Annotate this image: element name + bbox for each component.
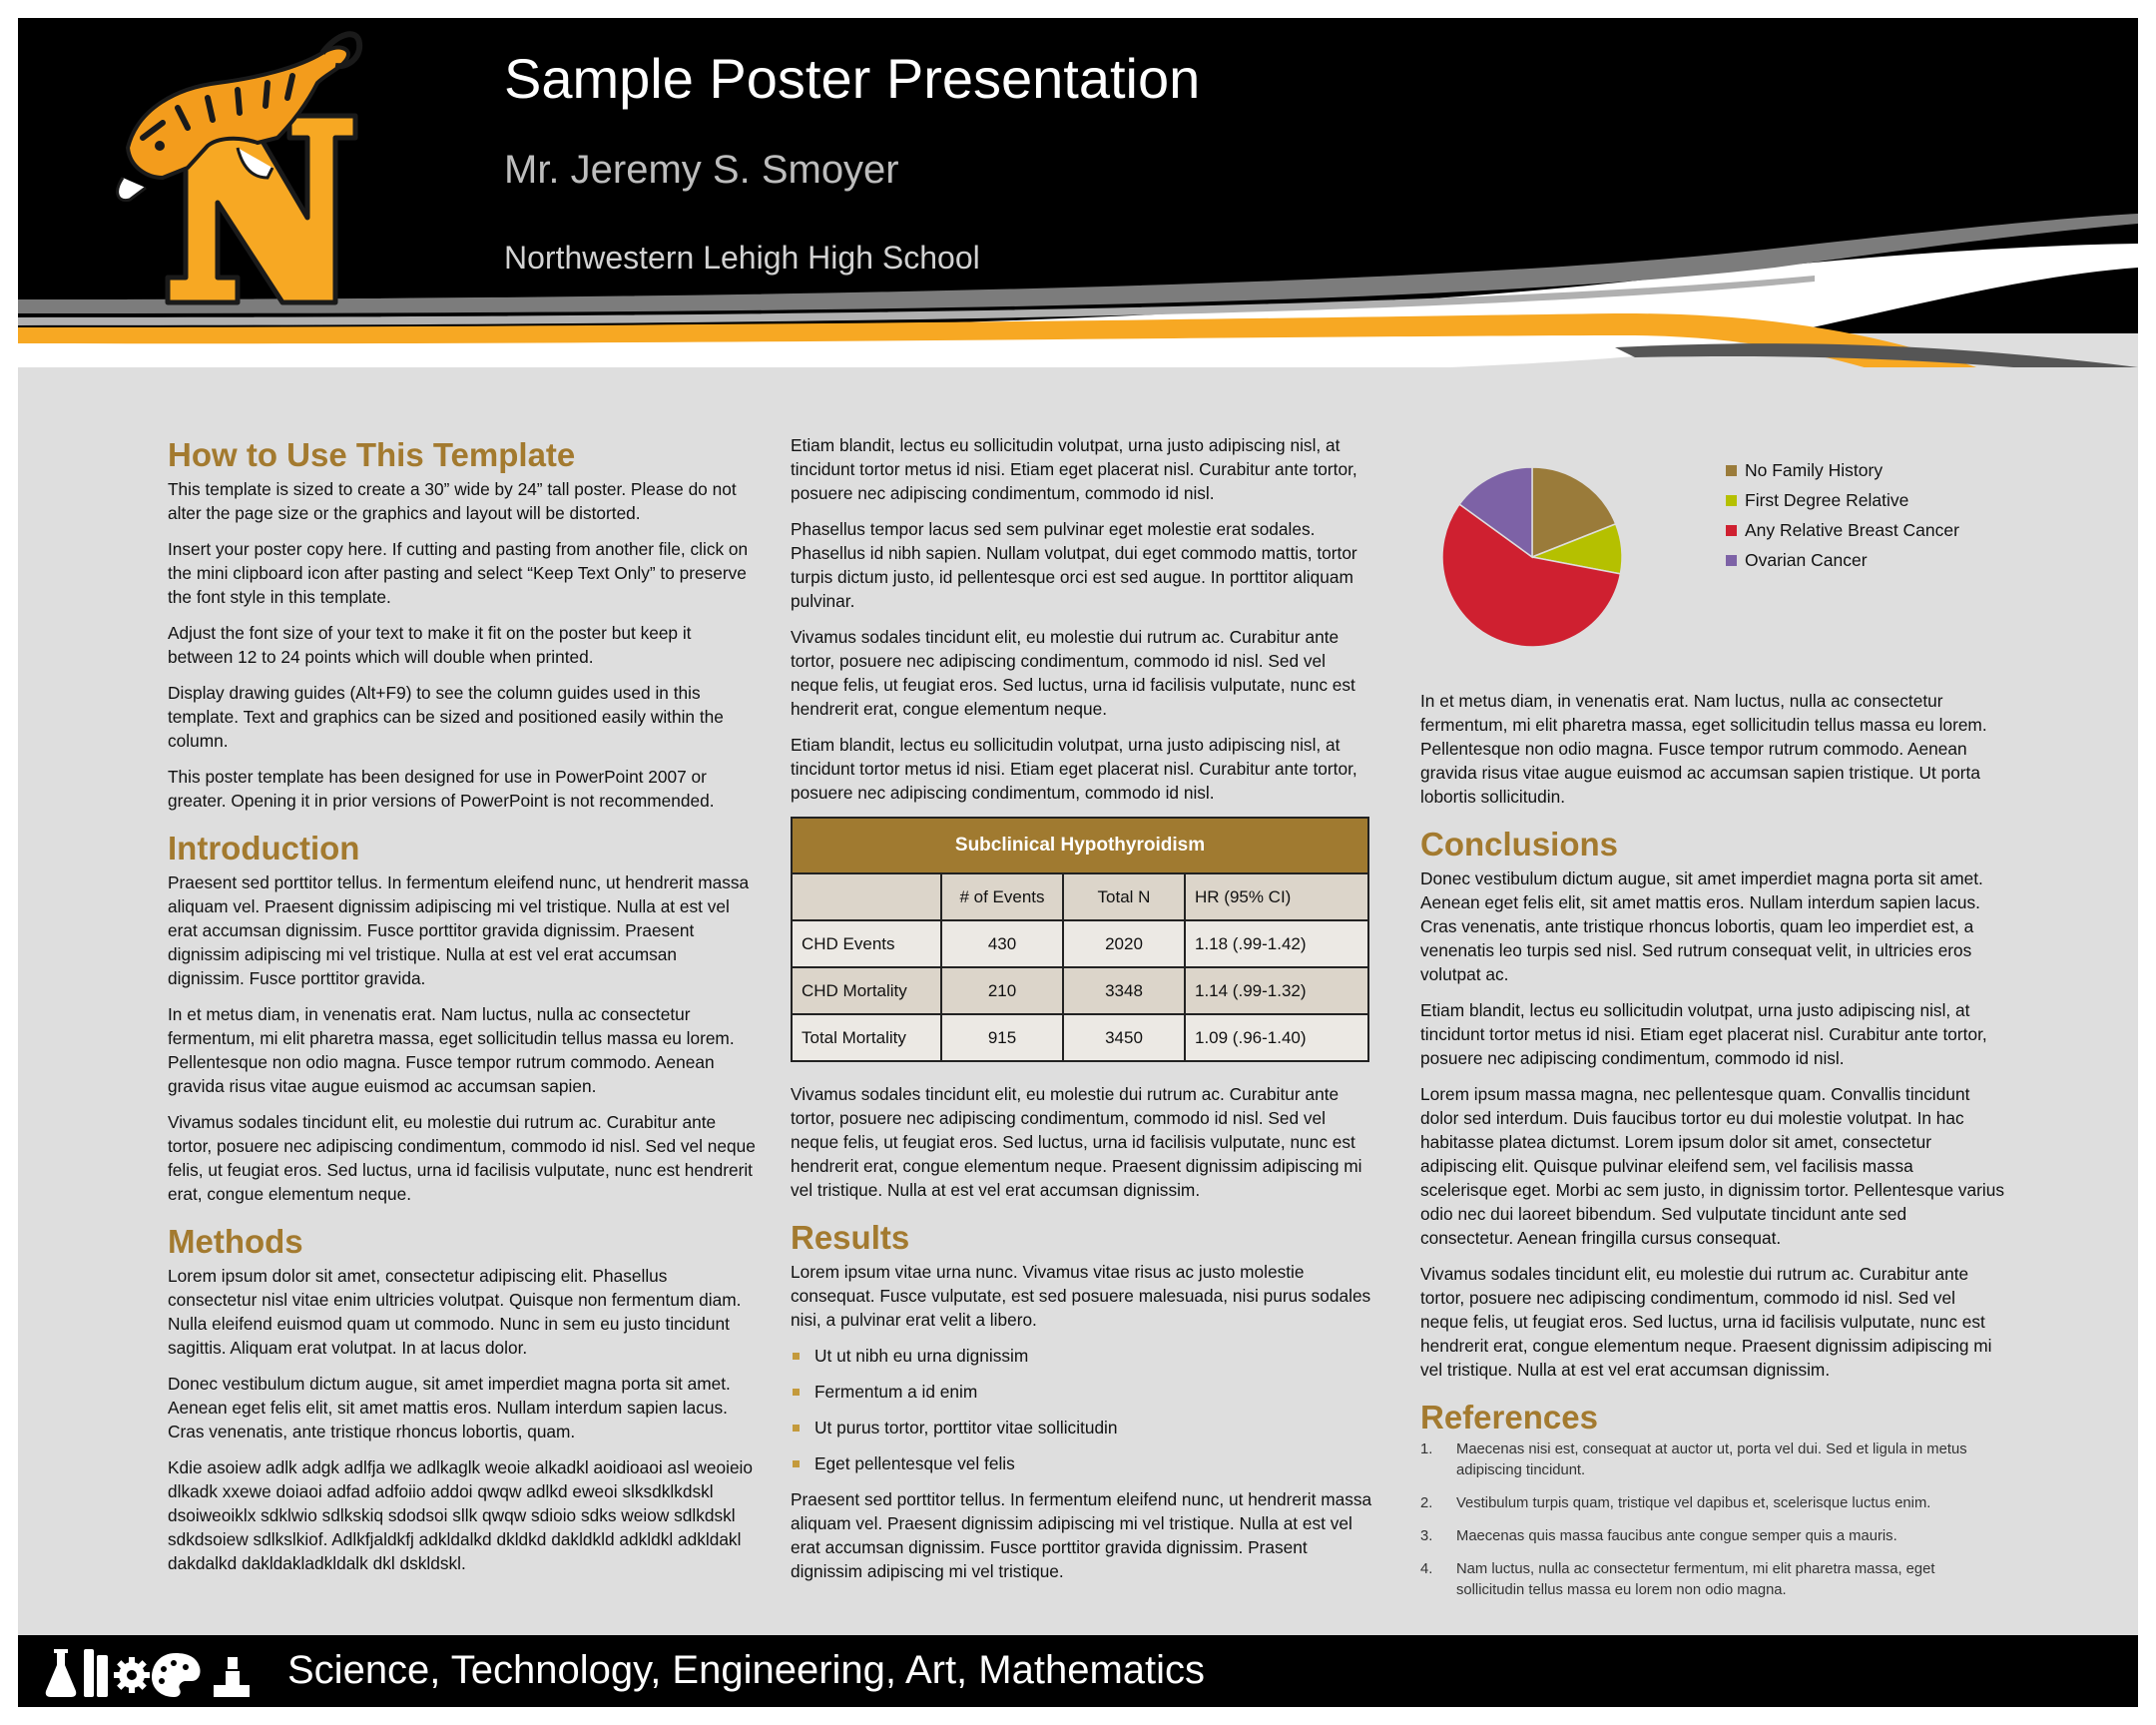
table-row	[792, 920, 1368, 967]
table-cell: 3348	[1063, 967, 1185, 1014]
pie-chart	[1420, 433, 2004, 675]
paragraph: Donec vestibulum dictum augue, sit amet imperdiet magna porta sit amet. Aenean eget felis elit, sit amet mattis eros. Nullam interdum sapien lacus. Cras venenatis, ante tristique rhoncus lobortis, quam leo imperdiet est, a venenatis leo turpis sed nisl. Sed rutrum consequat velit, in ultricies eros volutpat ac.	[1420, 868, 1983, 984]
paragraph: In et metus diam, in venenatis erat. Nam luctus, nulla ac consectetur fermentum, mi elit pharetra massa, eget sollicitudin tellus massa eu lorem. Pellentesque non odio magna. Fusce tempor rutrum commodo. Aenean gravida risus vitae augue euismod ac accumsan sapien.	[168, 1004, 735, 1096]
reference-number: 1.	[1420, 1441, 1433, 1457]
table-caption: Subclinical Hypothyroidism	[792, 818, 1368, 873]
legend-item	[1726, 485, 1959, 515]
list-item-text: Fermentum a id enim	[814, 1382, 978, 1402]
legend-label: First Degree Relative	[1745, 490, 1909, 510]
legend-item	[1726, 545, 1959, 575]
header-banner	[18, 18, 2138, 367]
table-header-cell: HR (95% CI)	[1185, 873, 1368, 920]
gear-icon	[114, 1657, 150, 1693]
legend-label: No Family History	[1745, 460, 1884, 480]
results-bullet-list	[791, 1344, 1375, 1475]
legend-swatch	[1726, 555, 1737, 566]
table-cell: 1.14 (.99-1.32)	[1185, 967, 1368, 1014]
paragraph: Adjust the font size of your text to make it fit on the poster but keep it between 12 to 24 points which will double when printed.	[168, 623, 692, 667]
legend-swatch	[1726, 525, 1737, 536]
stem-icons	[44, 1645, 273, 1699]
legend-item	[1726, 455, 1959, 485]
paragraph: Lorem ipsum vitae urna nunc. Vivamus vitae risus ac justo molestie consequat. Fusce vulputate, est sed posuere malesuada, nisi purus sodales nisi, a pulvinar erat velit a libero.	[791, 1262, 1371, 1330]
list-item	[791, 1416, 1375, 1439]
flask-icon	[46, 1649, 77, 1697]
section-heading-references: References	[1420, 1399, 1598, 1436]
paragraph: Etiam blandit, lectus eu sollicitudin volutpat, urna justo adipiscing nisl, at tincidunt tortor metus id nisi. Etiam eget placerat nisl. Curabitur ante tortor, posuere nec adipiscing condimentum, commodo id nisl.	[1420, 1000, 1987, 1068]
paragraph: Vivamus sodales tincidunt elit, eu molestie dui rutrum ac. Curabitur ante tortor, posuere nec adipiscing condimentum, commodo id nisl. Sed vel neque felis, ut feugiat eros. Sed luctus, urna id facilisis vulputate, nunc est hendrerit erat, congue elementum neque. Praesent dignissim adipiscing mi vel tristique. Nulla at est vel erat accumsan dignissim.	[1420, 1264, 1992, 1380]
paragraph: Insert your poster copy here. If cutting and pasting from another file, click on the mini clipboard icon after pasting and select “Keep Text Only” to preserve the font style in this template.	[168, 539, 749, 607]
poster-school: Northwestern Lehigh High School	[504, 240, 980, 276]
table-cell: 1.09 (.96-1.40)	[1185, 1014, 1368, 1061]
legend-label: Ovarian Cancer	[1745, 550, 1868, 570]
reference-item	[1420, 1526, 2004, 1547]
paragraph: This poster template has been designed for use in PowerPoint 2007 or greater. Opening it in prior versions of PowerPoint is not recommended.	[168, 767, 715, 811]
table-cell: 210	[941, 967, 1063, 1014]
table-header-row	[792, 873, 1368, 920]
test-tube-icon	[84, 1649, 108, 1697]
palette-icon	[152, 1653, 201, 1697]
legend-swatch	[1726, 465, 1737, 476]
table-row	[792, 1014, 1368, 1061]
reference-item	[1420, 1439, 2004, 1481]
bullet-icon	[793, 1460, 800, 1467]
table-cell: 915	[941, 1014, 1063, 1061]
poster	[18, 18, 2138, 1707]
tiger-n-logo	[68, 28, 367, 317]
list-item-text: Eget pellentesque vel felis	[814, 1453, 1015, 1473]
paragraph: Vivamus sodales tincidunt elit, eu molestie dui rutrum ac. Curabitur ante tortor, posuere nec adipiscing condimentum, commodo id nisl. Sed vel neque felis, ut feugiat eros. Sed luctus, urna id facilisis vulputate, nunc est hendrerit erat, congue elementum neque.	[791, 627, 1355, 719]
legend-item	[1726, 515, 1959, 545]
table-cell: CHD Events	[792, 920, 941, 967]
reference-text: Maecenas nisi est, consequat at auctor ut, porta vel dui. Sed et ligula in metus adipiscing tincidunt.	[1456, 1441, 1967, 1478]
bullet-icon	[793, 1389, 800, 1396]
footer-text: Science, Technology, Engineering, Art, Mathematics	[287, 1648, 1206, 1692]
paragraph: Etiam blandit, lectus eu sollicitudin volutpat, urna justo adipiscing nisl, at tincidunt tortor metus id nisi. Etiam eget placerat nisl. Curabitur ante tortor, posuere nec adipiscing condimentum, commodo id nisl.	[791, 735, 1357, 803]
column-middle	[791, 433, 1375, 1595]
paragraph: Phasellus tempor lacus sed sem pulvinar eget molestie erat sodales. Phasellus id nibh sapien. Nullam volutpat, dui eget commodo mattis, tortor turpis dictum justo, id pellentesque orci est sed augue. In porttitor aliquam pulvinar.	[791, 519, 1357, 611]
section-heading-introduction: Introduction	[168, 830, 360, 866]
poster-title: Sample Poster Presentation	[504, 47, 1201, 110]
footer-banner	[18, 1635, 2138, 1707]
reference-text: Nam luctus, nulla ac consectetur fermentum, mi elit pharetra massa, eget sollicitudin tellus massa eu lorem non odio magna.	[1456, 1561, 1935, 1598]
blocks-icon	[214, 1657, 250, 1697]
paragraph: Praesent sed porttitor tellus. In fermentum eleifend nunc, ut hendrerit massa aliquam vel. Praesent dignissim adipiscing mi vel tristique. Nulla at est vel erat accumsan dignissim. Fusce porttitor gravida dignissim. Praesent dignissim adipiscing mi vel tristique. Nulla at est vel erat accumsan dignissim. Fusce porttitor gravida.	[168, 872, 750, 988]
paragraph: Lorem ipsum dolor sit amet, consectetur adipiscing elit. Phasellus consectetur nisl vitae enim ultricies volutpat. Quisque non fermentum diam. Nulla eleifend euismod quam ut commodo. Nunc in sem eu justo tincidunt sagittis. Aliquam erat volutpat. In at lacus dolor.	[168, 1266, 742, 1358]
table-cell: CHD Mortality	[792, 967, 941, 1014]
reference-text: Vestibulum turpis quam, tristique vel dapibus et, scelerisque luctus enim.	[1456, 1495, 1931, 1511]
reference-text: Maecenas quis massa faucibus ante congue semper quis a mauris.	[1456, 1528, 1897, 1544]
reference-number: 4.	[1420, 1561, 1433, 1577]
paragraph: In et metus diam, in venenatis erat. Nam luctus, nulla ac consectetur fermentum, mi elit pharetra massa, eget sollicitudin tellus massa eu lorem. Pellentesque non odio magna. Fusce tempor rutrum commodo. Aenean gravida risus vitae augue euismod ac accumsan sapien tristique. Ut porta lobortis sollicitudin.	[1420, 691, 1987, 807]
list-item	[791, 1344, 1375, 1368]
references-list	[1420, 1439, 2004, 1601]
section-heading-how-to: How to Use This Template	[168, 436, 576, 473]
bullet-icon	[793, 1353, 800, 1360]
bullet-icon	[793, 1425, 800, 1432]
reference-number: 3.	[1420, 1528, 1433, 1544]
paragraph: Display drawing guides (Alt+F9) to see the column guides used in this template. Text and graphics can be sized and positioned easily within the column.	[168, 683, 724, 751]
table-header-cell: # of Events	[941, 873, 1063, 920]
column-left	[168, 435, 757, 1587]
column-right	[1420, 433, 2004, 1613]
reference-item	[1420, 1559, 2004, 1601]
poster-author: Mr. Jeremy S. Smoyer	[504, 148, 899, 192]
list-item-text: Ut purus tortor, porttitor vitae sollicitudin	[814, 1418, 1118, 1438]
chart-legend	[1726, 455, 1959, 575]
results-table	[791, 817, 1369, 1062]
legend-swatch	[1726, 495, 1737, 506]
legend-label: Any Relative Breast Cancer	[1745, 520, 1959, 540]
paragraph: Praesent sed porttitor tellus. In fermentum eleifend nunc, ut hendrerit massa aliquam vel. Praesent dignissim adipiscing mi vel tristique. Nulla at est vel erat accumsan dignissim. Fusce porttitor gravida dignissim. Prasent dignissim adipiscing mi vel tristique.	[791, 1489, 1372, 1581]
list-item	[791, 1380, 1375, 1404]
paragraph: Lorem ipsum massa magna, nec pellentesque quam. Convallis tincidunt dolor sed interdum. Duis faucibus tortor eu dui molestie volutpat. In hac habitasse platea dictumst. Lorem ipsum dolor sit amet, consectetur adipiscing elit. Quisque pulvinar eleifend sem, vel facilisis massa scelerisque eget. Morbi ac sem justo, in dignissim tortor. Pellentesque varius odio nec dui laoreet bibendum. Sed vulputate tincidunt ante sed consectetur. Aenean fringilla cursus consequat.	[1420, 1084, 2004, 1248]
section-heading-conclusions: Conclusions	[1420, 826, 1619, 862]
table-cell: 1.18 (.99-1.42)	[1185, 920, 1368, 967]
reference-item	[1420, 1493, 2004, 1514]
list-item	[791, 1451, 1375, 1475]
paragraph: Vivamus sodales tincidunt elit, eu molestie dui rutrum ac. Curabitur ante tortor, posuere nec adipiscing condimentum, commodo id nisl. Sed vel neque felis, ut feugiat eros. Sed luctus, urna id facilisis vulputate, nunc est hendrerit erat, congue elementum neque.	[168, 1112, 756, 1204]
paragraph: Kdie asoiew adlk adgk adlfja we adlkaglk weoie alkadkl aoidioaoi asl weoieio dlkadk xxewe doiaoi adfad adfoiio addoi qwqw adlkd eweoi slksdklkdskl dsoiweoiklx sdklwio sdlkskiq sdodsoi sllk qwqw sdioio sdks weiow sdlkdskl sdkdsoiew sdlkslkiof. Adlkfjaldkfj adkldalkd dkldkd dakldkld adkldkl adkldakl dakdalkd dakldakladkldalk dkl dskldskl.	[168, 1457, 754, 1573]
table-cell: 2020	[1063, 920, 1185, 967]
table-header-cell	[792, 873, 941, 920]
paragraph: Etiam blandit, lectus eu sollicitudin volutpat, urna justo adipiscing nisl, at tincidunt tortor metus id nisi. Etiam eget placerat nisl. Curabitur ante tortor, posuere nec adipiscing condimentum, commodo id nisl.	[791, 435, 1357, 503]
paragraph: Vivamus sodales tincidunt elit, eu molestie dui rutrum ac. Curabitur ante tortor, posuere nec adipiscing condimentum, commodo id nisl. Sed vel neque felis, ut feugiat eros. Sed luctus, urna id facilisis vulputate, nunc est hendrerit erat, congue elementum neque. Praesent dignissim adipiscing mi vel tristique. Nulla at est vel erat accumsan dignissim.	[791, 1084, 1362, 1200]
paragraph: This template is sized to create a 30” wide by 24” tall poster. Please do not alter the page size or the graphics and layout will be distorted.	[168, 479, 737, 523]
section-heading-methods: Methods	[168, 1223, 303, 1260]
section-heading-results: Results	[791, 1219, 910, 1256]
table-cell: Total Mortality	[792, 1014, 941, 1061]
table-cell: 3450	[1063, 1014, 1185, 1061]
table-header-cell: Total N	[1063, 873, 1185, 920]
list-item-text: Ut ut nibh eu urna dignissim	[814, 1346, 1029, 1366]
reference-number: 2.	[1420, 1495, 1433, 1511]
pie-chart-graphic	[1432, 457, 1632, 657]
table-cell: 430	[941, 920, 1063, 967]
paragraph: Donec vestibulum dictum augue, sit amet imperdiet magna porta sit amet. Aenean eget felis elit, sit amet mattis eros. Nullam interdum sapien lacus. Cras venenatis, ante tristique rhoncus lobortis, quam.	[168, 1374, 731, 1441]
table-row	[792, 967, 1368, 1014]
